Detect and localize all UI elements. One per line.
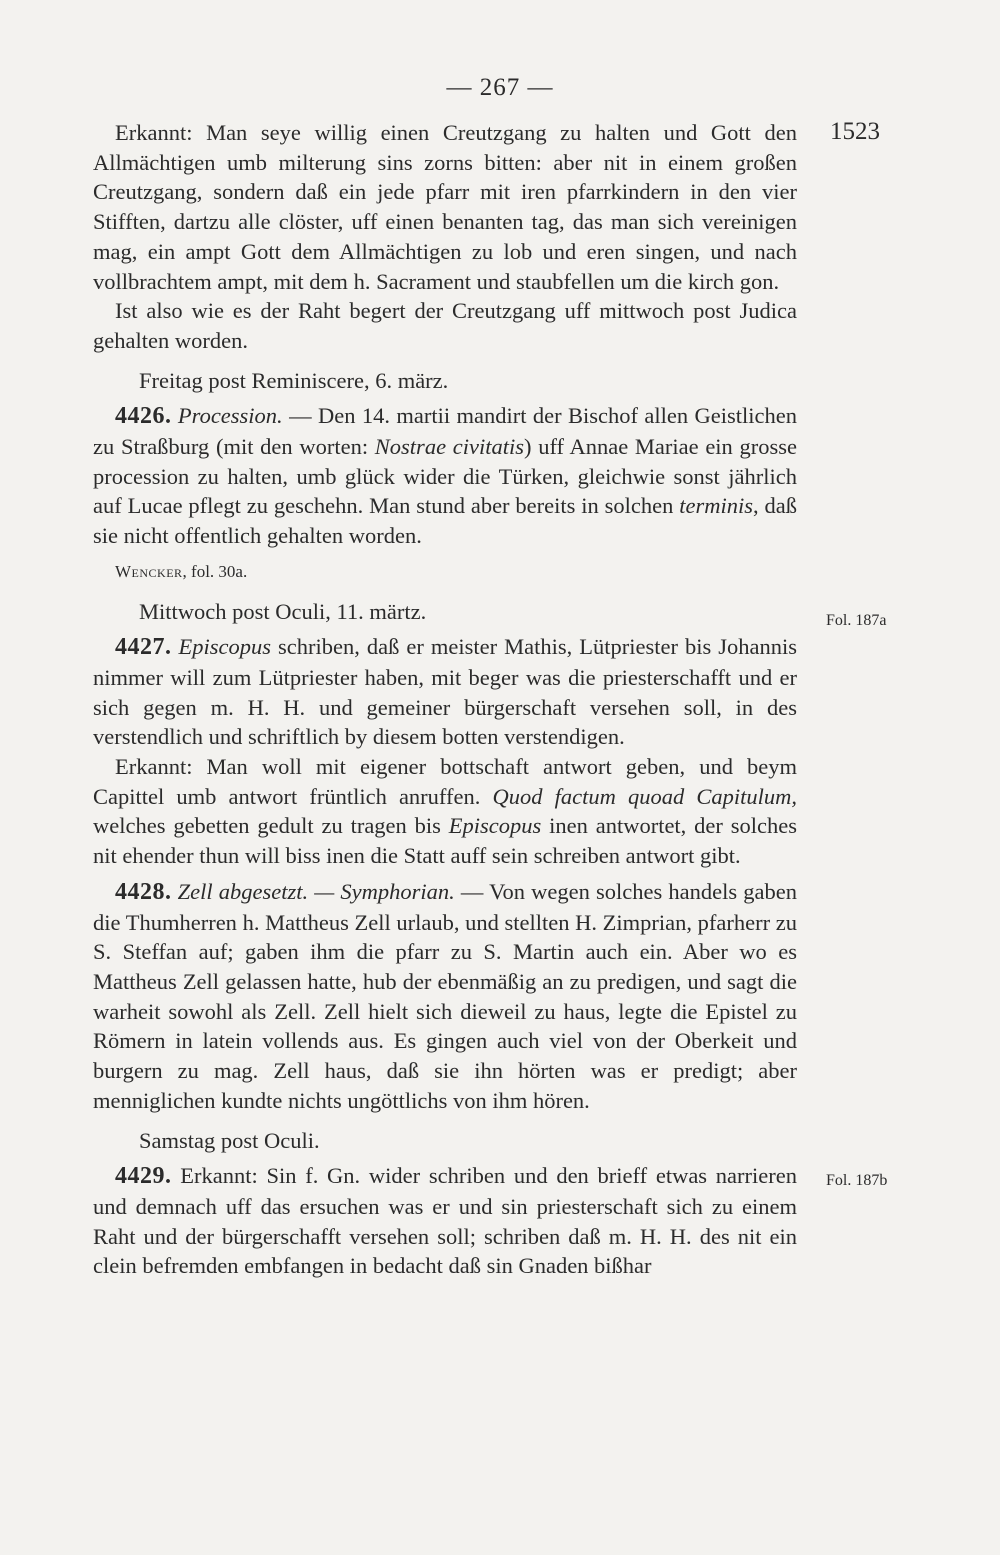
entry-4429 (93, 1161, 797, 1281)
entry-number: 4428. (115, 878, 172, 905)
date-heading: Mittwoch post Oculi, 11. märtz. (139, 598, 427, 624)
paragraph (93, 752, 797, 871)
source-author: Wencker (115, 561, 183, 581)
entry-text: , daß sie nicht offentlich gehalten worden. (93, 493, 797, 549)
page-number: — 267 — (446, 74, 554, 101)
date-heading: Freitag post Reminiscere, 6. märz. (139, 367, 449, 393)
entry-number: 4429. (115, 1163, 172, 1190)
source-citation (93, 557, 797, 587)
entry-text: schriben, daß er meister Mathis, Lütpriester bis Johannis nimmer will zum Lütpriester haben, mit beger was die priesterschafft und er sich gegen m. H. H. und gemeiner bürgerschaft versehen soll, in des verstendlich und schriftlich by diesem botten verstendigen. (93, 634, 797, 750)
entry-text: Episcopus (448, 813, 542, 839)
paragraph: Erkannt: Man seye willig einen Creutzgang zu halten und Gott den Allmächtigen umb milterung sins zorns bitten: aber nit in einem großen Creutzgang, sondern daß ein jede pfarr mit iren pfarrkindern in den vier Stifften, dartzu alle clöster, uff einen benanten tag, das man sich vereinigen mag, ein ampt Gott dem Allmächtigen zu lob und eren singen, und nach vollbrachtem ampt, mit dem h. Sacrament und staubfellen um die kirch gon. (93, 120, 797, 294)
source-folio: , fol. 30a. (182, 561, 248, 581)
entry-number: 4427. (115, 634, 172, 661)
margin-year: 1523 (830, 118, 880, 145)
entry-text: inen antwortet, der solches nit ehender thun will biss inen die Statt auff sein schreiben antwort gibt. (93, 813, 797, 869)
entry-text: — Den 14. martii mandirt der Bischof allen Geistlichen zu Straßburg (mit den worten: (93, 403, 798, 460)
date-heading: Samstag post Oculi. (139, 1127, 320, 1153)
paragraph: Ist also wie es der Raht begert der Creutzgang uff mittwoch post Judica gehalten worden. (93, 298, 797, 353)
entry-text: ) uff Annae Mariae ein grosse procession zu halten, umb glück wider die Türken, gleichwie sonst jährlich auf Lucae pflegt zu geschehn. Man stund aber bereits in solchen (93, 434, 797, 519)
entry-4428 (93, 877, 797, 1116)
entry-text: terminis (679, 493, 753, 519)
main-text (93, 118, 797, 1281)
entry-text: welches gebetten gedult zu tragen bis (93, 813, 449, 839)
entry-text: — Von wegen solches handels gaben die Thumherren h. Mattheus Zell urlaub, und stellten H. Zimprian, pfarherr zu S. Steffan auf; gaben ihm die pfarr zu S. Martin auch ein. Aber wo es Mattheus Zell gelassen hatte, hub der ebenmäßig an zu predigen, und sagt die warheit sowohl als Zell. Zell hielt sich dieweil zu haus, legte die Epistel zu Römern in latein vollends aus. Es gingen auch viel von der Oberkeit und burgern zu mag. Zell haus, daß sie ihn hörten was er predigt; aber menniglichen kundte nichts ungöttlichs von ihm hören. (93, 878, 797, 1113)
entry-4426 (93, 401, 797, 551)
entry-4427 (93, 632, 797, 752)
entry-text: Erkannt: Man woll mit eigener bottschaft antwort geben, und beym Capittel umb antwort früntlich anruffen. (93, 754, 797, 809)
entry-text: Quod factum quoad Capitulum, (492, 783, 797, 809)
folio-note: Fol. 187a (826, 612, 887, 629)
entry-title: Episcopus (178, 634, 272, 660)
entry-text: Nostrae civitatis (374, 434, 524, 460)
entry-text: Erkannt: Sin f. Gn. wider schriben und den brieff etwas narrieren und demnach uff das ersuchen was er und sin priesterschaft sich zu einem Raht und der bürgerschafft versehen soll; schriben daß m. H. H. des nit ein clein befremden embfangen in bedacht daß sin Gnaden bißhar (93, 1163, 797, 1279)
entry-title: Zell abgesetzt. — Symphorian. (177, 878, 455, 904)
folio-note: Fol. 187b (826, 1172, 888, 1189)
entry-number: 4426. (115, 403, 172, 430)
entry-title: Procession. (177, 403, 283, 429)
